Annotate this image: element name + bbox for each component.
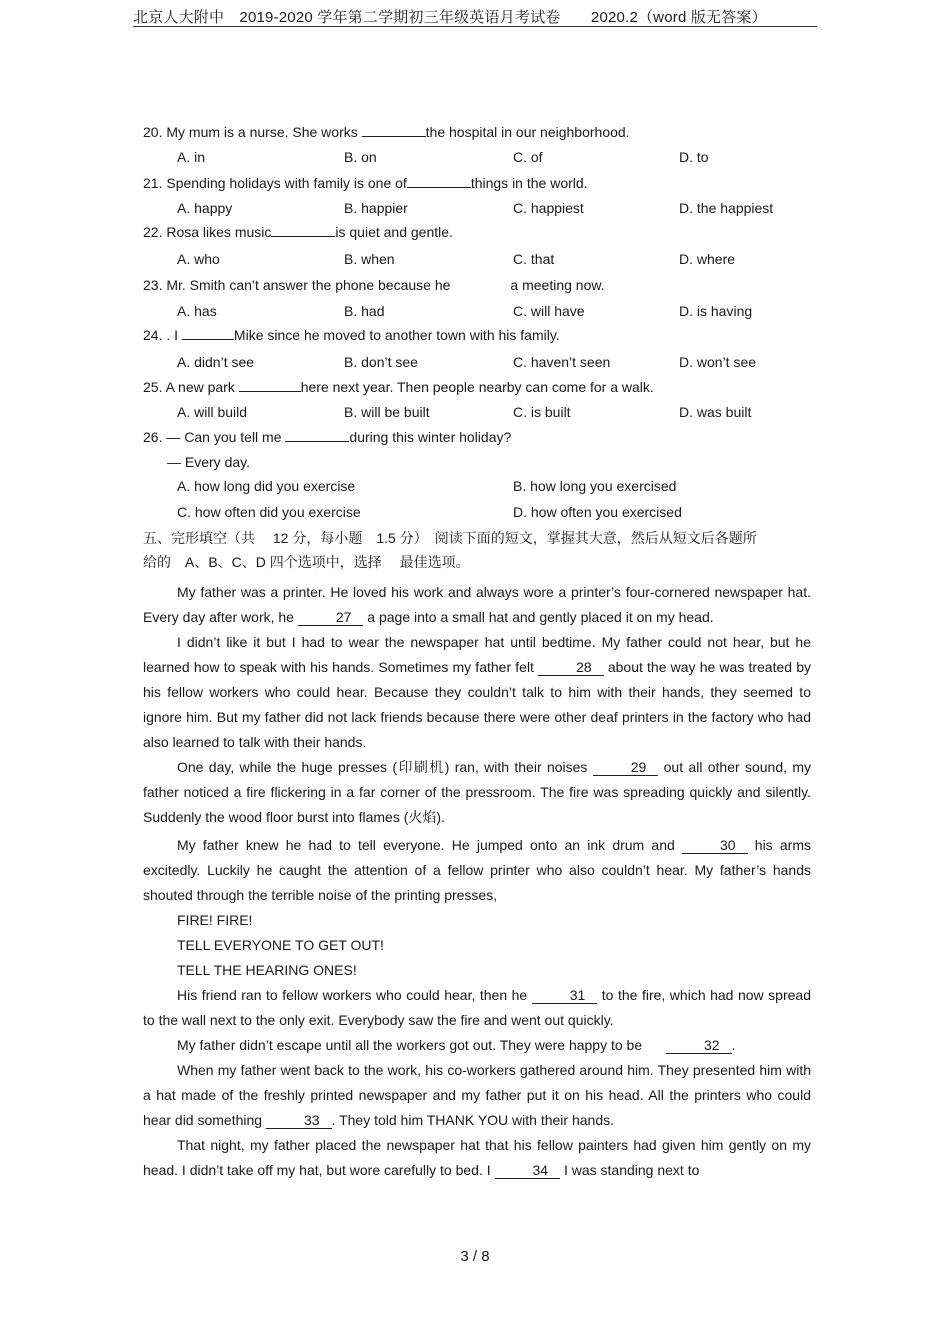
option-d: D. won’t see [679, 353, 757, 370]
question-23 [143, 273, 811, 298]
options-26-row1 [143, 474, 811, 499]
question-20 [143, 120, 811, 145]
option-a: A. has [177, 302, 217, 319]
passage-paragraph [143, 833, 811, 908]
blank-number: 27 [298, 609, 364, 626]
question-stem: 23. Mr. Smith can’t answer the phone because he [143, 277, 451, 293]
blank-number: 28 [538, 659, 604, 676]
section-heading: 五、完形填空（共 12 分，每小题 1.5 分） 阅读下面的短文，掌握其大意，然后从短文后各题所给的 A、B、C、D 四个选项中，选择 最佳选项。 [143, 530, 757, 570]
option-a: A. in [177, 148, 206, 165]
option-b: B. happier [344, 199, 408, 216]
header-divider [133, 26, 817, 27]
shout-line: TELL THE HEARING ONES! [177, 962, 357, 978]
paragraph-text: . They told him THANK YOU with their hands. [331, 1112, 615, 1128]
answer-blank [407, 173, 471, 188]
option-c: C. happiest [513, 199, 584, 216]
options-20 [143, 145, 811, 170]
option-c: C. is built [513, 403, 571, 420]
passage-paragraph [143, 1058, 811, 1133]
options-22 [143, 247, 811, 272]
option-b: B. had [344, 302, 385, 319]
options-24 [143, 350, 811, 375]
page-header: 北京人大附中 2019-2020 学年第二学期初三年级英语月考试卷 2020.2（word 版无答案） [133, 9, 767, 26]
options-26-row2 [143, 500, 811, 525]
option-a: A. didn’t see [177, 353, 255, 370]
question-stem: 25. A new park [143, 379, 239, 395]
paragraph-text: His friend ran to fellow workers who could hear, then he [177, 987, 532, 1003]
answer-blank [362, 122, 426, 137]
passage-paragraph [143, 1033, 811, 1058]
question-stem: 22. Rosa likes music [143, 224, 272, 240]
question-stem: 24. . I [143, 327, 182, 343]
blank-number: 33 [266, 1112, 332, 1129]
paragraph-text: When my father went back to the work, his co-workers gathered around him. They presented him with a hat made of the freshly printed newspaper and my father put it on his head. All the printers who could hear did something [143, 1062, 811, 1128]
option-a: A. will build [177, 403, 248, 420]
option-b: B. will be built [344, 403, 430, 420]
shout-line: TELL EVERYONE TO GET OUT! [177, 937, 384, 953]
question-stem: here next year. Then people nearby can come for a walk. [300, 379, 654, 395]
option-c: C. haven’t seen [513, 353, 611, 370]
question-22 [143, 220, 811, 245]
blank-number: 30 [682, 837, 748, 854]
question-stem: during this winter holiday? [349, 429, 512, 445]
answer-blank [271, 222, 335, 237]
shout-line: FIRE! FIRE! [177, 912, 253, 928]
paragraph-text: That night, my father placed the newspaper hat that his fellow painters had given him gently on my head. I didn’t take off my hat, but wore carefully to bed. I [143, 1137, 811, 1178]
option-a: A. how long did you exercise [177, 478, 356, 494]
option-a: A. happy [177, 199, 233, 216]
option-a: A. who [177, 250, 220, 267]
question-stem: Mike since he moved to another town with his family. [233, 327, 560, 343]
option-c: C. will have [513, 302, 585, 319]
answer-blank [239, 377, 301, 392]
paragraph-text: One day, while the huge presses (印刷机) ran, with their noises [177, 759, 593, 775]
page-content [143, 120, 811, 1183]
paragraph-text: . [731, 1037, 736, 1053]
paragraph-text: a page into a small hat and gently placed it on my head. [363, 609, 714, 625]
option-d: D. was built [679, 403, 752, 420]
blank-number: 31 [532, 987, 598, 1004]
dialogue-reply: — Every day. [167, 453, 250, 470]
question-stem: 21. Spending holidays with family is one of [143, 175, 407, 191]
option-d: D. to [679, 148, 709, 165]
question-26 [143, 425, 811, 450]
option-b: B. don’t see [344, 353, 418, 370]
answer-blank [450, 275, 510, 290]
paragraph-text: I didn’t like it but I had to wear the newspaper hat until bedtime. My father could not hear, but he learned how to speak with his hands. Sometimes my father felt [143, 634, 811, 675]
question-stem: the hospital in our neighborhood. [425, 124, 630, 140]
passage-paragraph [143, 580, 811, 630]
blank-number: 32 [666, 1037, 732, 1054]
option-d: D. is having [679, 302, 753, 319]
passage-paragraph [143, 1133, 811, 1183]
paragraph-text: to the fire, which had now spread to the wall next to the only exit. Everybody saw the fire and went out quickly. [143, 987, 811, 1028]
options-25 [143, 400, 811, 425]
option-c: C. that [513, 250, 555, 267]
passage-paragraph [143, 983, 811, 1033]
question-stem: 20. My mum is a nurse. She works [143, 124, 362, 140]
answer-blank [182, 325, 234, 340]
question-stem: 26. — Can you tell me [143, 429, 286, 445]
option-c: C. of [513, 148, 543, 165]
paragraph-text: My father was a printer. He loved his work and always wore a printer’s four-cornered newspaper hat. Every day after work, he [143, 584, 811, 625]
paragraph-text: My father didn’t escape until all the workers got out. They were happy to be [177, 1037, 646, 1053]
option-c: C. how often did you exercise [177, 503, 361, 520]
paragraph-text: I was standing next to [560, 1162, 700, 1178]
option-d: D. the happiest [679, 199, 774, 216]
question-stem: is quiet and gentle. [335, 224, 453, 240]
option-b: B. when [344, 250, 395, 267]
passage-paragraph [143, 755, 811, 830]
paragraph-text: My father knew he had to tell everyone. He jumped onto an ink drum and [177, 837, 682, 853]
options-23 [143, 299, 811, 324]
question-25 [143, 375, 811, 400]
blank-number: 34 [495, 1162, 561, 1179]
paragraph-text: his arms excitedly. Luckily he caught the attention of a fellow printer who also couldn’t hear. My father’s hands shouted through the terrible noise of the printing presses, [143, 837, 811, 903]
answer-blank [285, 427, 349, 442]
question-stem: things in the world. [470, 175, 588, 191]
question-stem: a meeting now. [510, 277, 605, 293]
option-b: B. how long you exercised [513, 478, 677, 494]
option-d: D. where [679, 250, 736, 267]
blank-number: 29 [593, 759, 659, 776]
question-24 [143, 323, 811, 348]
paragraph-text: about the way he was treated by his fellow workers who could hear. Because they couldn’t talk to him with their hands, they seemed to ignore him. But my father did not lack friends because there were other deaf printers in the factory who had also learned to talk with their hands. [143, 659, 811, 750]
page-number: 3 / 8 [460, 1248, 490, 1265]
question-21 [143, 171, 811, 196]
options-21 [143, 196, 811, 221]
paragraph-text: out all other sound, my father noticed a fire flickering in a far corner of the pressroom. The fire was spreading quickly and silently. Suddenly the wood floor burst into flames (火焰). [143, 759, 811, 825]
option-b: B. on [344, 148, 377, 165]
passage-paragraph [143, 630, 811, 755]
option-d: D. how often you exercised [513, 503, 682, 520]
